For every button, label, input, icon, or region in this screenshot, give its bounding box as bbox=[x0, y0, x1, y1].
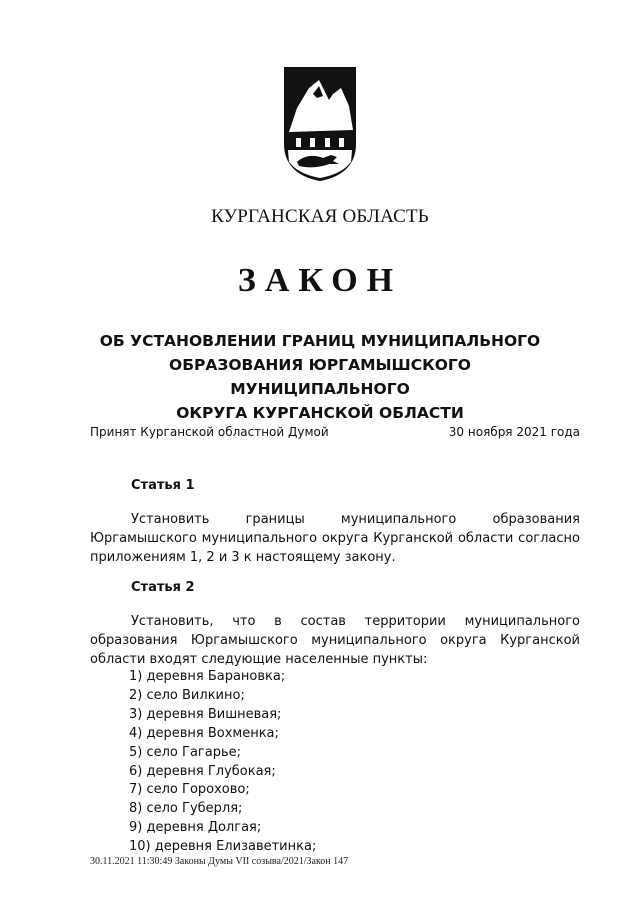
article-2-text: Установить, что в состав территории муниципального образования Юргамышского муниципального округа Курганской области входят следующие населенные пункты: bbox=[90, 614, 580, 667]
footer-stamp: 30.11.2021 11:30:49 Законы Думы VII созыва/2021/Закон 147 bbox=[90, 856, 349, 867]
document-type: ЗАКОН bbox=[237, 262, 403, 299]
list-item: 3) деревня Вишневая; bbox=[129, 706, 282, 722]
article-1-heading: Статья 1 bbox=[131, 478, 195, 493]
settlements-list bbox=[129, 668, 316, 857]
list-item: 2) село Вилкино; bbox=[129, 687, 245, 703]
list-item: 8) село Губерля; bbox=[129, 801, 243, 817]
list-item: 7) село Горохово; bbox=[129, 782, 250, 798]
adoption-line bbox=[90, 425, 580, 439]
list-item: 9) деревня Долгая; bbox=[129, 820, 262, 836]
list-item: 5) село Гагарье; bbox=[129, 744, 241, 760]
article-2-heading: Статья 2 bbox=[131, 580, 195, 595]
adopted-by: Принят Курганской областной Думой bbox=[90, 425, 329, 439]
list-item: 10) деревня Елизаветинка; bbox=[129, 839, 317, 855]
article-1-text: Установить границы муниципального образования Юргамышского муниципального округа Курганской области согласно приложениям 1, 2 и 3 к настоящему закону. bbox=[90, 512, 580, 565]
list-item: 6) деревня Глубокая; bbox=[129, 763, 276, 779]
list-item: 4) деревня Вохменка; bbox=[129, 725, 279, 741]
region-name: КУРГАНСКАЯ ОБЛАСТЬ bbox=[211, 206, 429, 227]
adopted-date: 30 ноября 2021 года bbox=[448, 425, 580, 439]
coat-of-arms-icon bbox=[283, 66, 357, 182]
list-item: 1) деревня Барановка; bbox=[129, 669, 286, 684]
law-title bbox=[90, 329, 550, 425]
law-title-line: ОБ УСТАНОВЛЕНИИ ГРАНИЦ МУНИЦИПАЛЬНОГО bbox=[99, 332, 541, 350]
law-title-line: ОКРУГА КУРГАНСКОЙ ОБЛАСТИ bbox=[176, 404, 464, 422]
law-title-line: ОБРАЗОВАНИЯ ЮРГАМЫШСКОГО МУНИЦИПАЛЬНОГО bbox=[169, 356, 471, 398]
